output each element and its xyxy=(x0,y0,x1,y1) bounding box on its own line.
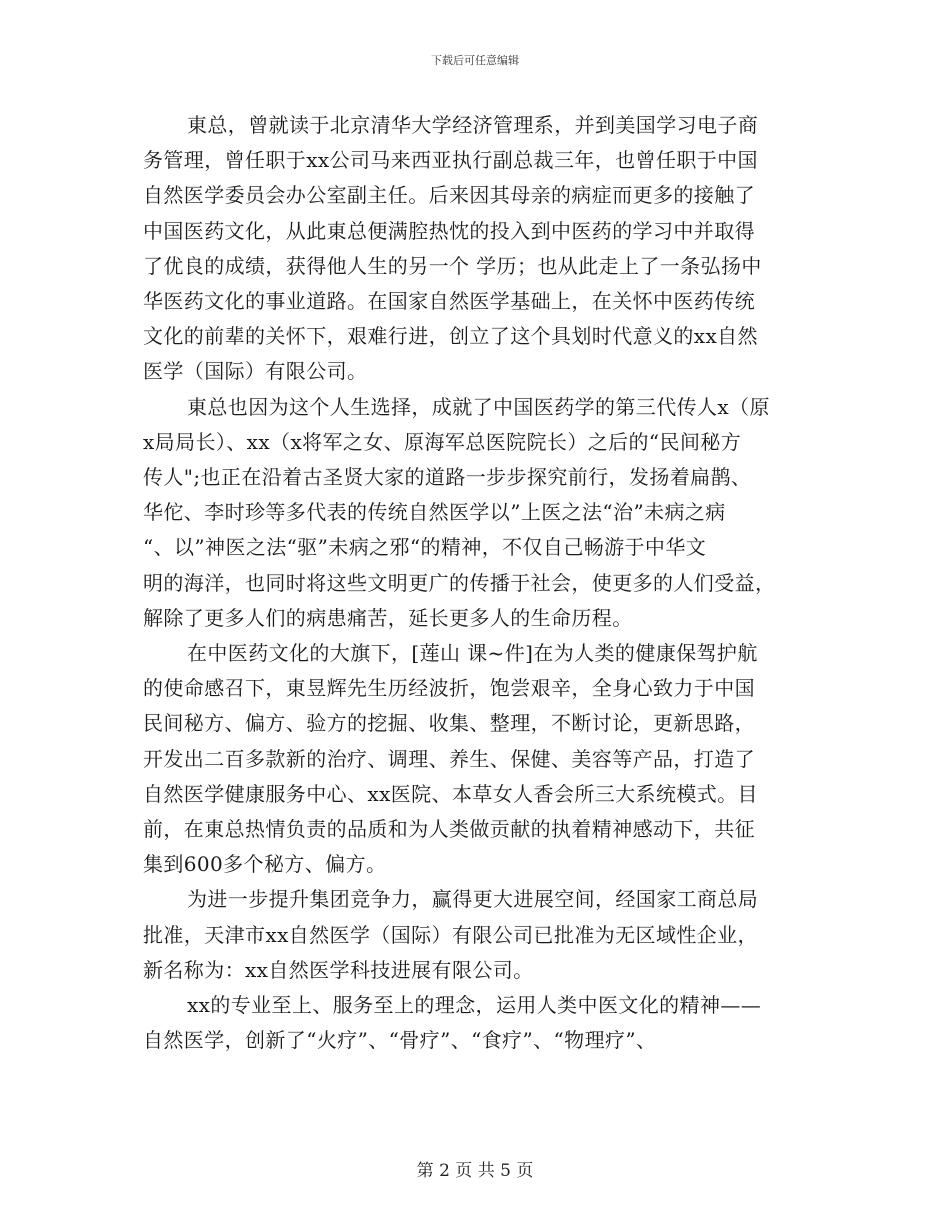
text-line: 务管理，曾任职于xx公司马来西亚执行副总裁三年，也曾任职于中国 xyxy=(143,148,758,173)
paragraph-2 xyxy=(143,390,813,636)
text-line: 民间秘方、偏方、验方的挖掘、收集、整理，不断讨论，更新思路， xyxy=(143,711,755,736)
text-line: “、以”神医之法“驱”未病之邪“的精神，不仅自己畅游于中华文 xyxy=(143,535,707,560)
text-line: 了优良的成绩，获得他人生的另一个 学历；也从此走上了一条弘扬中 xyxy=(143,253,762,278)
text-line: 新名称为：xx自然医学科技进展有限公司。 xyxy=(143,957,534,982)
text-line: 文化的前辈的关怀下，艰难行进，创立了这个具划时代意义的xx自然 xyxy=(143,324,758,349)
text-line: x局局长）、xx（x将军之女、原海军总医院院长）之后的“民间秘方 xyxy=(143,429,742,454)
text-line: 明的海洋，也同时将这些文明更广的传播于社会，使更多的人们受益， xyxy=(143,570,776,595)
text-line: 开发出二百多款新的治疗、调理、养生、保健、美容等产品，打造了 xyxy=(143,746,755,771)
paragraph-3 xyxy=(143,636,813,882)
text-line: 前，在東总热情负责的品质和为人类做贡献的执着精神感动下，共征 xyxy=(143,817,755,842)
text-line: 中国医药文化，从此東总便满腔热忱的投入到中医药的学习中并取得 xyxy=(143,218,755,243)
text-line: 解除了更多人们的病患痛苦，延长更多人的生命历程。 xyxy=(143,605,633,630)
text-line: 华佗、李时珍等多代表的传统自然医学以”上医之法“治”未病之病 xyxy=(143,500,726,525)
text-line: 传人";也正在沿着古圣贤大家的道路一步步探究前行，发扬着扁鹊、 xyxy=(143,465,752,490)
page-number-footer: 第 2 页 共 5 页 xyxy=(416,1161,534,1181)
paragraph-1 xyxy=(143,108,813,390)
text-line: 批准，天津市xx自然医学（国际）有限公司已批准为无区域性企业， xyxy=(143,922,758,947)
text-line: 自然医学委员会办公室副主任。后来因其母亲的病症而更多的接触了 xyxy=(143,183,755,208)
document-body xyxy=(143,108,813,1058)
text-line: 東总，曾就读于北京清华大学经济管理系，并到美国学习电子商 xyxy=(187,113,759,137)
text-line: 東总也因为这个人生选择，成就了中国医药学的第三代传人x（原 xyxy=(187,394,770,419)
text-line: 集到600多个秘方、偏方。 xyxy=(143,852,387,877)
text-line: xx的专业至上、服务至上的理念，运用人类中医文化的精神—— xyxy=(187,993,762,1018)
text-line: 的使命感召下，東昱辉先生历经波折，饱尝艰辛，全身心致力于中国 xyxy=(143,676,755,701)
text-line: 自然医学健康服务中心、xx医院、本草女人香会所三大系统模式。目 xyxy=(143,781,758,806)
paragraph-4 xyxy=(143,882,813,988)
page-header: 下载后可任意编辑 xyxy=(431,54,519,67)
text-line: 为进一步提升集团竞争力，赢得更大进展空间，经国家工商总局 xyxy=(187,887,759,912)
text-line: 自然医学，创新了“火疗”、“骨疗”、“食疗”、“物理疗”、 xyxy=(143,1028,657,1053)
paragraph-5 xyxy=(143,988,813,1058)
text-line: 医学（国际）有限公司。 xyxy=(143,359,368,384)
text-line: 在中医药文化的大旗下，[莲山 课~件]在为人类的健康保驾护航 xyxy=(187,641,758,666)
text-line: 华医药文化的事业道路。在国家自然医学基础上，在关怀中医药传统 xyxy=(143,289,755,314)
